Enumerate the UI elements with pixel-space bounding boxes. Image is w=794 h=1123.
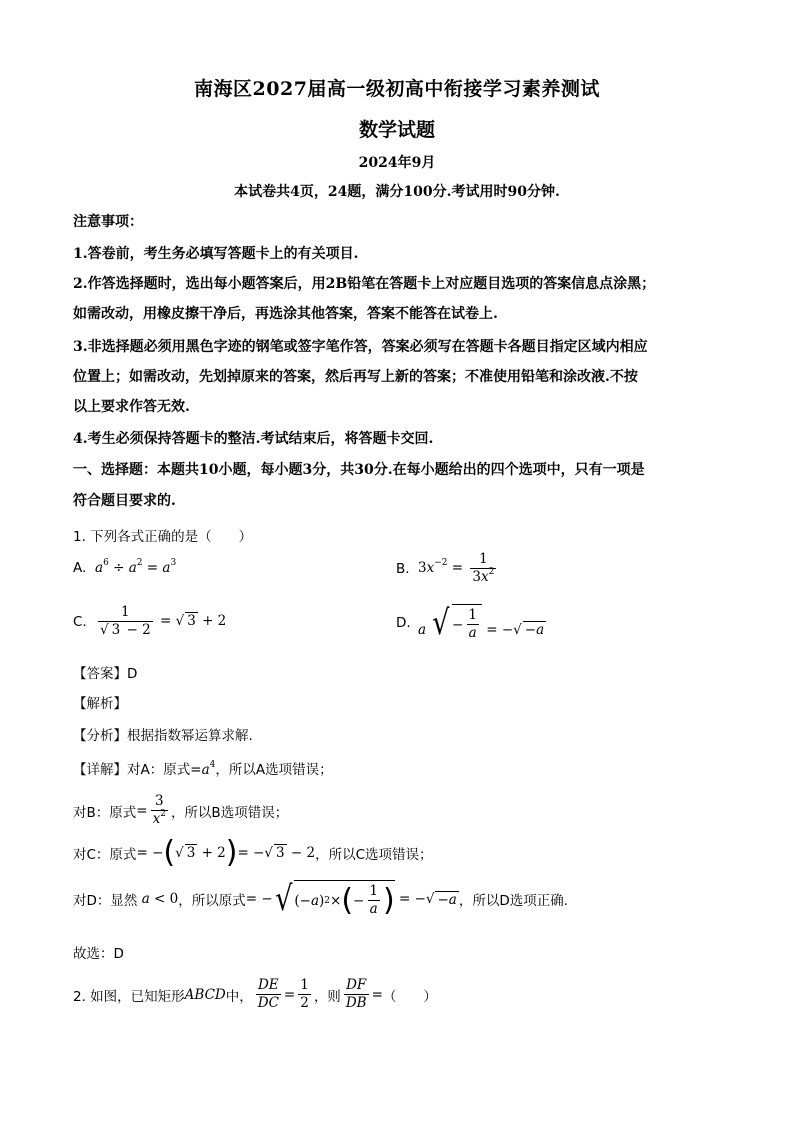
detail-d: 对D：显然 a < 0 ，所以原式 = − √ (− a ) 2 × ( − $\frac{1}{a}$ ) = −√ −a ，所以D选项正确. (73, 879, 569, 919)
note-line: 3.非选择题必须用黑色字迹的钢笔或签字笔作答，答案必须写在答题卡各题目指定区域内相应 (73, 339, 648, 355)
q2-mid: 中， (225, 988, 253, 1005)
detail-c-prefix: 对C：原式 (73, 847, 137, 863)
analysis-tag: 【解析】 (73, 696, 127, 712)
detail-b-suffix: ，所以B选项错误； (170, 804, 289, 821)
option-b (396, 551, 499, 586)
question-2-stem: 2. 如图，已知矩形 ABCD 中， $\frac{DE}{DC}$ = $\frac{1}{2}$ ，则 $\frac{DF}{DB}$ = （ ） (73, 977, 437, 1011)
detail-d-suffix: ，所以D选项正确. (458, 893, 569, 909)
option-a (73, 560, 176, 576)
note-line: 位置上；如需改动，先划掉原来的答案，然后再写上新的答案；不准使用铅笔和涂改液.不按 (73, 369, 638, 385)
detail-b-prefix: 对B：原式 (73, 804, 137, 821)
notes-heading: 注意事项： (73, 214, 143, 230)
option-c-label: C. (73, 613, 87, 630)
q2-prefix: 2. 如图，已知矩形 (73, 988, 185, 1005)
detail-a-suffix: ，所以A选项错误； (215, 762, 333, 778)
detail-b: 对B：原式 = $\frac{3}{x^2}$ ，所以B选项错误； (73, 793, 289, 827)
option-b-formula: $3x^{-2}$ = $\frac{1}{3x^2}$ (418, 551, 495, 585)
q2-mid2: ，则 (313, 988, 341, 1005)
detail-a-prefix: 【详解】对A：原式 (73, 762, 191, 778)
section-heading-cont: 符合题目要求的. (73, 493, 176, 509)
option-c-formula: $\frac{1}{√ 3 - 2}$ = √ 3 + 2 (100, 604, 227, 638)
detail-c: 对C：原式 = − ( √ 3 + 2 ) = −√ 3 − 2 ，所以C选项错误； (73, 835, 433, 870)
detail-d-prefix: 对D：显然 (73, 893, 138, 909)
exam-date: 2024年9月 (358, 155, 436, 171)
note-line: 以上要求作答无效. (73, 399, 190, 415)
option-a-formula: $a^6 \div a^2 = a^3$ (95, 558, 177, 576)
note-line: 如需改动，用橡皮擦干净后，再选涂其他答案，答案不能答在试卷上. (73, 306, 498, 322)
choice-line: 故选：D (73, 946, 124, 962)
question-1-stem: 1. 下列各式正确的是（ ） (73, 529, 253, 545)
option-a-label: A. (73, 560, 87, 576)
exam-subtitle: 数学试题 (358, 119, 435, 141)
option-c (73, 604, 226, 639)
note-line: 1.答卷前，考生务必填写答题卡上的有关项目. (73, 246, 359, 262)
q2-rect: ABCD (184, 986, 226, 1003)
analysis-note: 【分析】根据指数幂运算求解. (73, 728, 253, 744)
section-heading: 一、选择题：本题共10小题，每小题3分，共30分.在每小题给出的四个选项中，只有一项是 (73, 462, 645, 478)
exam-intro: 本试卷共4页，24题，满分100分.考试用时90分钟. (234, 184, 560, 200)
note-line: 2.作答选择题时，选出每小题答案后，用2B铅笔在答题卡上对应题目选项的答案信息点涂黑； (73, 276, 656, 292)
detail-d-mid: ，所以原式 (178, 893, 246, 909)
answer-tag: 【答案】D (73, 666, 138, 682)
option-d-formula: a √ − $\frac{1}{a}$ = −√ −a (418, 603, 545, 643)
detail-c-suffix: ，所以C选项错误； (315, 847, 433, 863)
q2-suffix: （ ） (382, 988, 437, 1005)
option-d-label: D. (396, 615, 411, 631)
detail-a: 【详解】对A：原式$=a^4$，所以A选项错误； (73, 760, 333, 778)
option-b-label: B. (396, 560, 410, 577)
note-line: 4.考生必须保持答题卡的整洁.考试结束后，将答题卡交回. (73, 431, 434, 447)
option-d (396, 604, 546, 642)
exam-title: 南海区2027届高一级初高中衔接学习素养测试 (194, 78, 600, 100)
